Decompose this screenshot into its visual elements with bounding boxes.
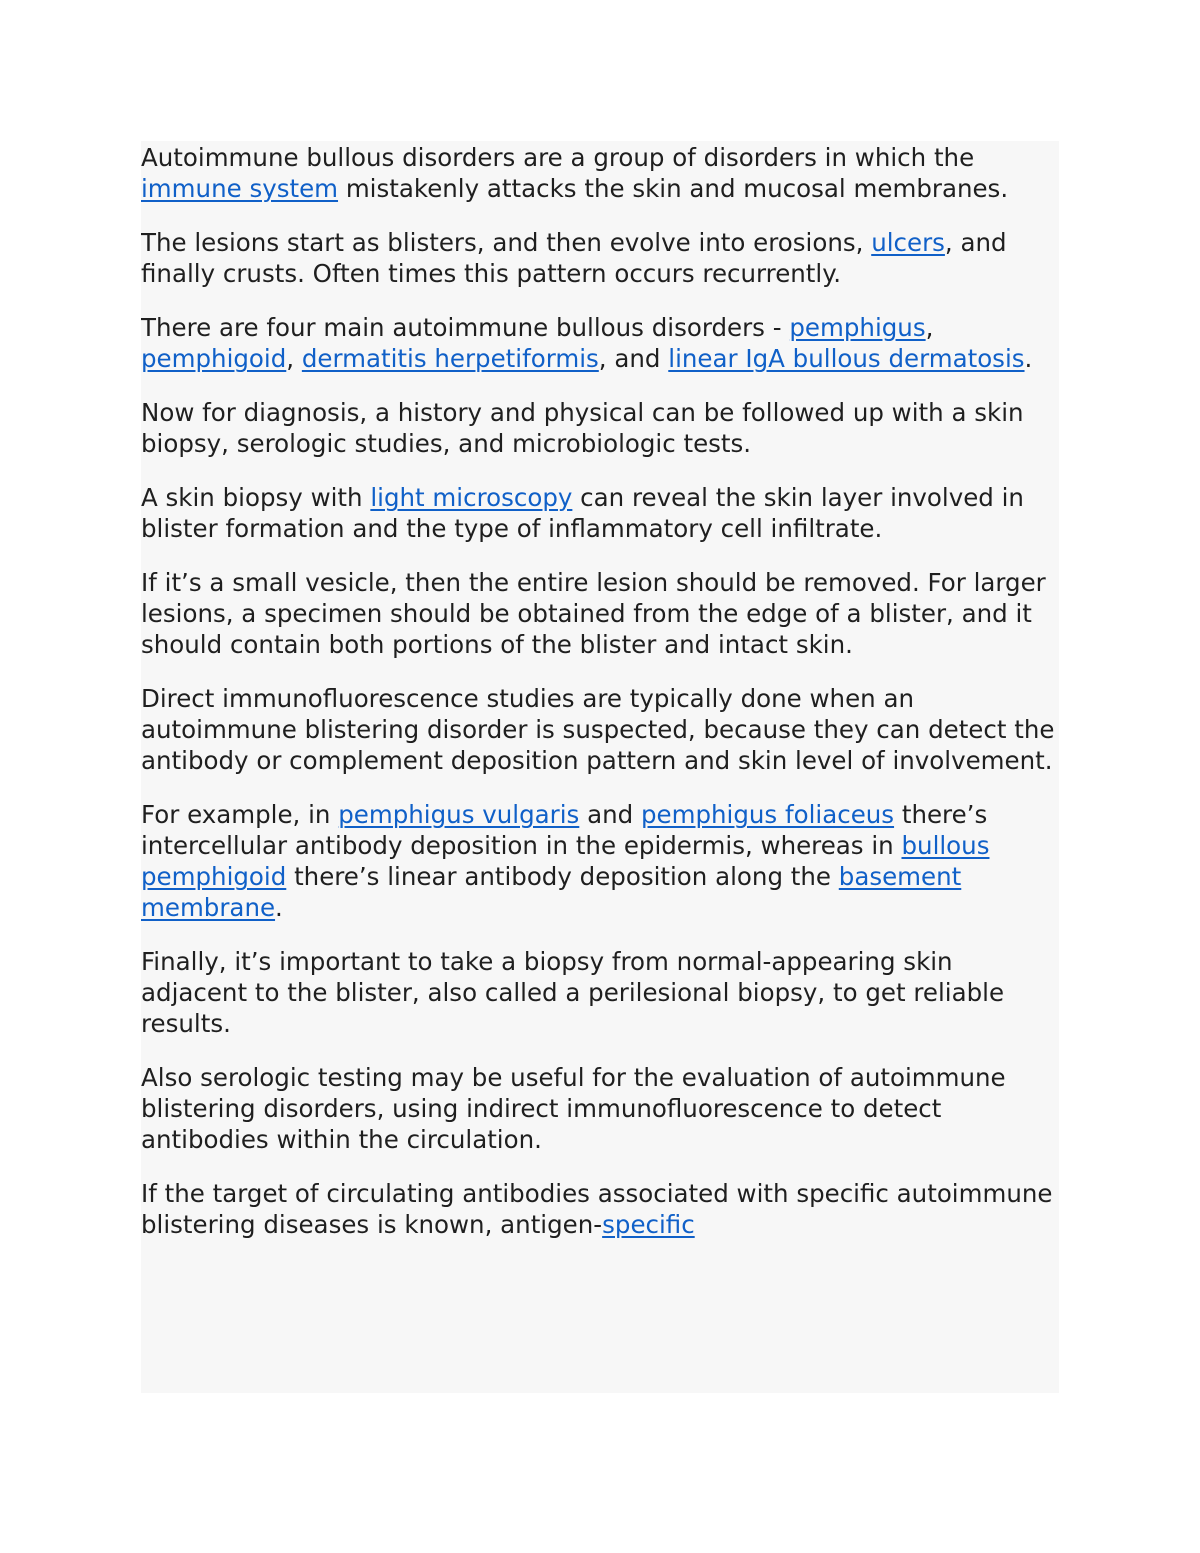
paragraph: [141, 567, 1059, 660]
hyperlink[interactable]: pemphigus foliaceus: [640, 800, 895, 829]
paragraph: [141, 482, 1059, 544]
paragraph-text: A skin biopsy with: [141, 483, 371, 512]
paragraph: [141, 312, 1059, 374]
hyperlink[interactable]: dermatitis herpetiformis: [301, 344, 599, 373]
paragraph-text: can reveal the skin layer involved in blister formation and the type of inflammatory cell infiltrate.: [141, 483, 1024, 543]
hyperlink[interactable]: ulcers: [871, 228, 945, 257]
paragraph-text: Now for diagnosis, a history and physical can be followed up with a skin biopsy, serologic studies, and microbiologic tests.: [141, 398, 1024, 458]
document-body: [141, 141, 1059, 1393]
hyperlink[interactable]: pemphigoid: [141, 344, 287, 373]
paragraph-text: ,: [286, 344, 302, 373]
paragraph-text: For example, in: [141, 800, 339, 829]
paragraph: [141, 799, 1059, 923]
hyperlink[interactable]: basement membrane: [141, 862, 962, 922]
hyperlink[interactable]: pemphigus: [789, 313, 926, 342]
paragraph-text: there’s intercellular antibody deposition in the epidermis, whereas in: [141, 800, 988, 860]
paragraph-text: Direct immunofluorescence studies are typically done when an autoimmune blistering disorder is suspected, because they can detect the antibody or complement deposition pattern and skin level of involvement.: [141, 684, 1055, 775]
paragraph-text: , and finally crusts. Often times this pattern occurs recurrently.: [141, 228, 1007, 288]
hyperlink[interactable]: pemphigus vulgaris: [338, 800, 580, 829]
hyperlink[interactable]: immune system: [141, 174, 339, 203]
paragraph-text: Finally, it’s important to take a biopsy from normal-appearing skin adjacent to the blister, also called a perilesional biopsy, to get reliable results.: [141, 947, 1005, 1038]
paragraph-text: There are four main autoimmune bullous disorders -: [141, 313, 790, 342]
paragraph: [141, 1178, 1059, 1240]
paragraph: [141, 946, 1059, 1039]
paragraph-text: there’s linear antibody deposition along the: [286, 862, 839, 891]
paragraph-text: The lesions start as blisters, and then evolve into erosions,: [141, 228, 872, 257]
paragraph: [141, 142, 1059, 204]
paragraph: [141, 397, 1059, 459]
paragraph-text: mistakenly attacks the skin and mucosal membranes.: [338, 174, 1009, 203]
paragraph-text: If the target of circulating antibodies associated with specific autoimmune blistering diseases is known, antigen-: [141, 1179, 1053, 1239]
hyperlink[interactable]: bullous pemphigoid: [141, 831, 990, 891]
paragraph: [141, 683, 1059, 776]
hyperlink[interactable]: light microscopy: [370, 483, 573, 512]
hyperlink[interactable]: linear IgA bullous dermatosis: [668, 344, 1025, 373]
paragraph-text: Autoimmune bullous disorders are a group of disorders in which the: [141, 143, 975, 172]
paragraph-text: and: [579, 800, 641, 829]
paragraph-text: ,: [925, 313, 934, 342]
paragraph: [141, 1062, 1059, 1155]
paragraph: [141, 227, 1059, 289]
hyperlink[interactable]: specific: [602, 1210, 695, 1239]
paragraph-text: , and: [598, 344, 669, 373]
paragraph-text: .: [275, 893, 283, 922]
paragraph-text: If it’s a small vesicle, then the entire lesion should be removed. For larger lesions, a specimen should be obtained from the edge of a blister, and it should contain both portions of the blister and intact skin.: [141, 568, 1046, 659]
paragraph-text: Also serologic testing may be useful for the evaluation of autoimmune blistering disorders, using indirect immunofluorescence to detect antibodies within the circulation.: [141, 1063, 1006, 1154]
paragraph-text: .: [1024, 344, 1033, 373]
